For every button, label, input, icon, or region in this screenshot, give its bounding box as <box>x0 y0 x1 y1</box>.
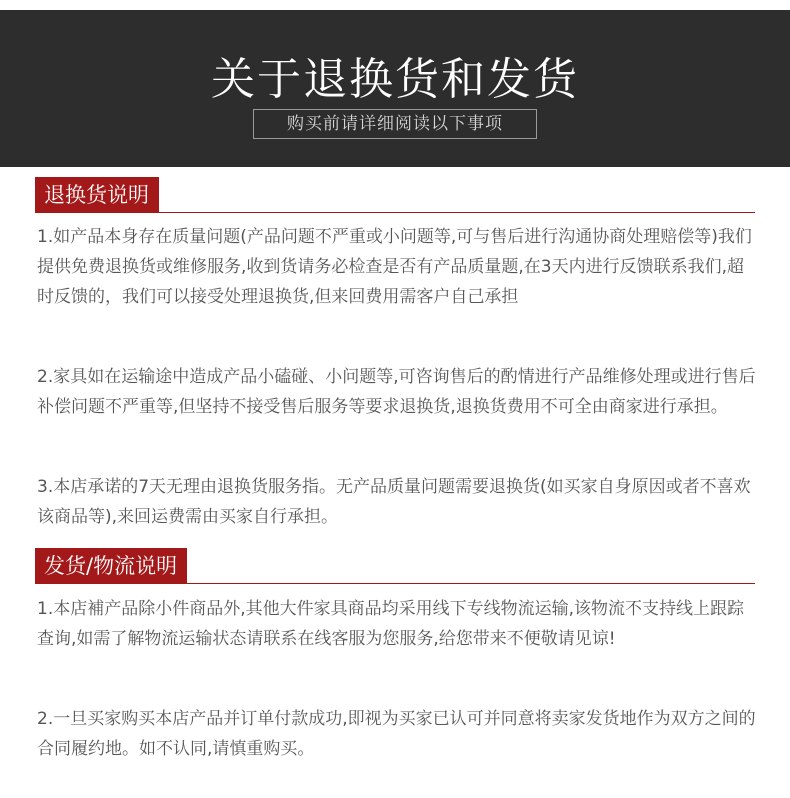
page-title: 关于退换货和发货 <box>211 54 579 105</box>
shipping-paragraph-2: 2.一旦买家购买本店产品并订单付款成功,即视为买家已认可并同意将卖家发货地作为双方之间的合同履约地。如不认同,请慎重购买。 <box>37 709 756 759</box>
shipping-section-tag: 发货/物流说明 <box>35 548 187 584</box>
shipping-paragraph-1: 1.本店補产品除小件商品外,其他大件家具商品均采用线下专线物流运输,该物流不支持线上跟踪查询,如需了解物流运输状态请联系在线客服为您服务,给您带来不便敬请见谅! <box>37 599 745 649</box>
returns-paragraph-2: 2.家具如在运输途中造成产品小磕碰、小问题等,可咨询售后的酌情进行产品维修处理或进行售后补偿问题不严重等,但坚持不接受售后服务等要求退换货,退换货费用不可全由商家进行承担。 <box>37 367 756 417</box>
shipping-divider <box>35 583 755 584</box>
returns-divider <box>35 212 755 213</box>
header-banner <box>0 10 790 167</box>
returns-section-tag: 退换货说明 <box>35 177 159 213</box>
returns-paragraph-1: 1.如产品本身存在质量问题(产品问题不严重或小问题等,可与售后进行沟通协商处理赔偿等)我们提供免费退换货或维修服务,收到货请务必检查是否有产品质量题,在3天内进行反馈联系我们,超时反馈的，我们可以接受处理退换货,但来回费用需客户自己承担 <box>37 227 752 307</box>
returns-paragraph-3: 3.本店承诺的7天无理由退换货服务指。无产品质量问题需要退换货(如买家自身原因或者不喜欢该商品等),来回运费需由买家自行承担。 <box>37 477 751 527</box>
page-subtitle: 购买前请详细阅读以下事项 <box>253 109 537 139</box>
